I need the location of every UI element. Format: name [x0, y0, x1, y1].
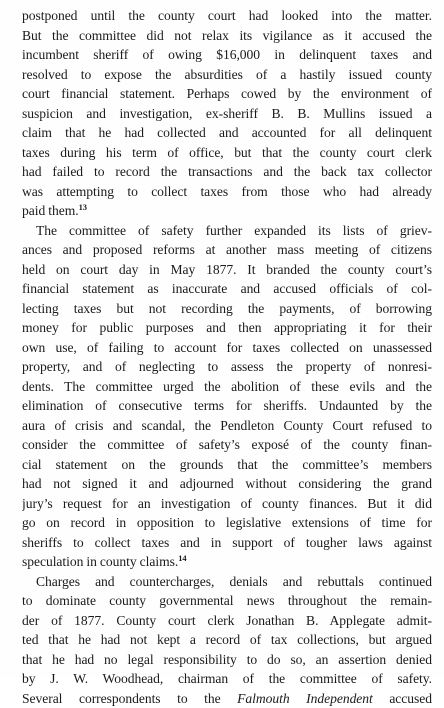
text-line: held on court day in May 1877. It branded the county court’s: [22, 260, 432, 280]
text-line: aura of crisis and scandal, the Pendleton County Court refused to: [22, 416, 432, 436]
paragraph-first-line: Charges and countercharges, denials and rebuttals continued: [22, 572, 432, 592]
text-line: own use, of failing to account for taxes collected on unassessed: [22, 338, 432, 358]
line-text: paid them.: [22, 203, 79, 218]
text-line: court financial statement. Perhaps cowed by the environment of: [22, 84, 432, 104]
text-line: to dominate county governmental news throughout the remain-: [22, 591, 432, 611]
footnote-marker[interactable]: 14: [178, 553, 186, 563]
text-line: postponed until the county court had looked into the matter.: [22, 6, 432, 26]
text-line: jury’s request for an investigation of county finances. But it did: [22, 494, 432, 514]
text-line: But the committee did not relax its vigilance as it accused the: [22, 26, 432, 46]
text-line: lecting taxes but not recording the payments, of borrowing: [22, 299, 432, 319]
text-line: by J. W. Woodhead, chairman of the committee of safety.: [22, 669, 432, 689]
text-line: ted that he had not kept a record of tax collections, but argued: [22, 630, 432, 650]
text-line: consider the committee of safety’s exposé of the county finan-: [22, 435, 432, 455]
text-line: had failed to record the transactions and the back tax collector: [22, 162, 432, 182]
text-line: dents. The committee urged the abolition of these evils and the: [22, 377, 432, 397]
text-line: der of 1877. County court clerk Jonathan B. Applegate admit-: [22, 611, 432, 631]
text-line: money for public purposes and then appropriating it for their: [22, 318, 432, 338]
text-line: property, and of neglecting to assess the property of nonresi-: [22, 357, 432, 377]
text-line: resolved to expose the absurdities of a hastily issued county: [22, 65, 432, 85]
text-line: financial statement as inaccurate and accused officials of col-: [22, 279, 432, 299]
text-line-with-footnote: [22, 201, 432, 221]
line-text: speculation in county claims.: [22, 554, 178, 569]
text-line: was attempting to collect taxes from those who had already: [22, 182, 432, 202]
text-line: elimination of consecutive terms for sheriffs. Undaunted by the: [22, 396, 432, 416]
text-line: sheriffs to collect taxes and in support of tougher laws against: [22, 533, 432, 553]
text-line: had not signed it and adjourned without considering the grand: [22, 474, 432, 494]
newspaper-title: Falmouth Independent: [237, 691, 373, 706]
text-line: go on record in opposition to legislative extensions of time for: [22, 513, 432, 533]
text-line-with-footnote: [22, 552, 432, 572]
text-line: incumbent sheriff of owing $16,000 in delinquent taxes and: [22, 45, 432, 65]
body-text: [22, 6, 432, 708]
text-line: that he had no legal responsibility to do so, an assertion denied: [22, 650, 432, 670]
line-text: accused: [373, 691, 432, 706]
text-line: suspicion and investigation, ex-sheriff B. B. Mullins issued a: [22, 104, 432, 124]
text-line: ances and proposed reforms at another mass meeting of citizens: [22, 240, 432, 260]
text-line-with-italic: [22, 689, 432, 708]
text-line: claim that he had collected and accounted for all delinquent: [22, 123, 432, 143]
text-line: cial statement on the grounds that the committee’s members: [22, 455, 432, 475]
paragraph-first-line: The committee of safety further expanded its lists of griev-: [22, 221, 432, 241]
line-text: Several correspondents to the: [22, 691, 237, 706]
text-line: taxes during his term of office, but that the county court clerk: [22, 143, 432, 163]
footnote-marker[interactable]: 13: [79, 202, 87, 212]
